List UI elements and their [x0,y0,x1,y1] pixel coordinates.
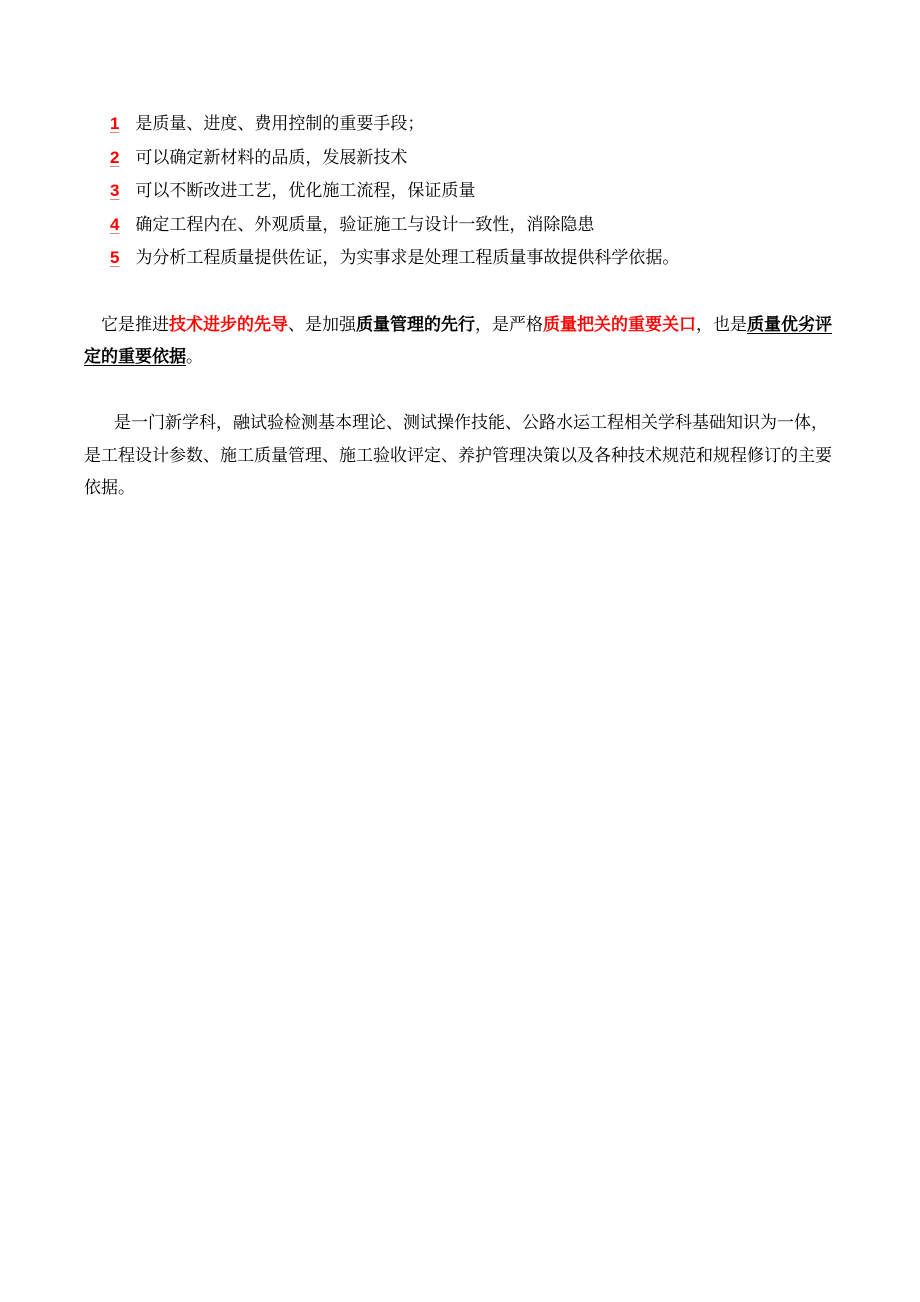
bold-quality-management: 质量管理的先行 [356,315,475,335]
list-number: 4 [110,214,120,234]
list-number: 3 [110,181,120,200]
text-segment: ，是严格 [475,315,543,335]
list-item [110,177,870,211]
summary-paragraph [84,309,840,373]
underlined-quality-basis: 质量优劣评定的重要依据 [84,315,832,367]
list-item [110,110,870,144]
list-item-text: 为分析工程质量提供佐证，为实事求是处理工程质量事故提供科学依据。 [135,248,680,268]
list-item-text: 是质量、进度、费用控制的重要手段； [135,114,425,134]
discipline-paragraph [84,407,840,505]
list-item-text: 确定工程内在、外观质量，验证施工与设计一致性，消除隐患 [135,214,595,235]
list-item [110,144,870,178]
text-segment: 它是推进 [101,315,169,335]
paragraph-text: 是一门新学科，融试验检测基本理论、测试操作技能、公路水运工程相关学科基础知识为一体，是工程设计参数、施工质量管理、施工验收评定、养护管理决策以及各种技术规范和规程修订的主要依据。 [84,413,832,498]
list-item [110,211,870,245]
text-segment: 。 [186,347,203,367]
highlight-tech-progress: 技术进步的先导 [169,315,288,335]
text-segment: ，也是 [696,315,747,335]
highlight-quality-checkpoint: 质量把关的重要关口 [543,315,696,335]
list-number: 2 [110,147,120,167]
list-item-text: 可以确定新材料的品质，发展新技术 [135,147,408,168]
text-segment: 、是加强 [288,315,356,335]
list-number: 1 [110,114,120,133]
numbered-list [110,110,870,278]
list-item-text: 可以不断改进工艺，优化施工流程，保证质量 [135,181,476,201]
list-number: 5 [110,248,120,267]
list-item [110,244,870,278]
